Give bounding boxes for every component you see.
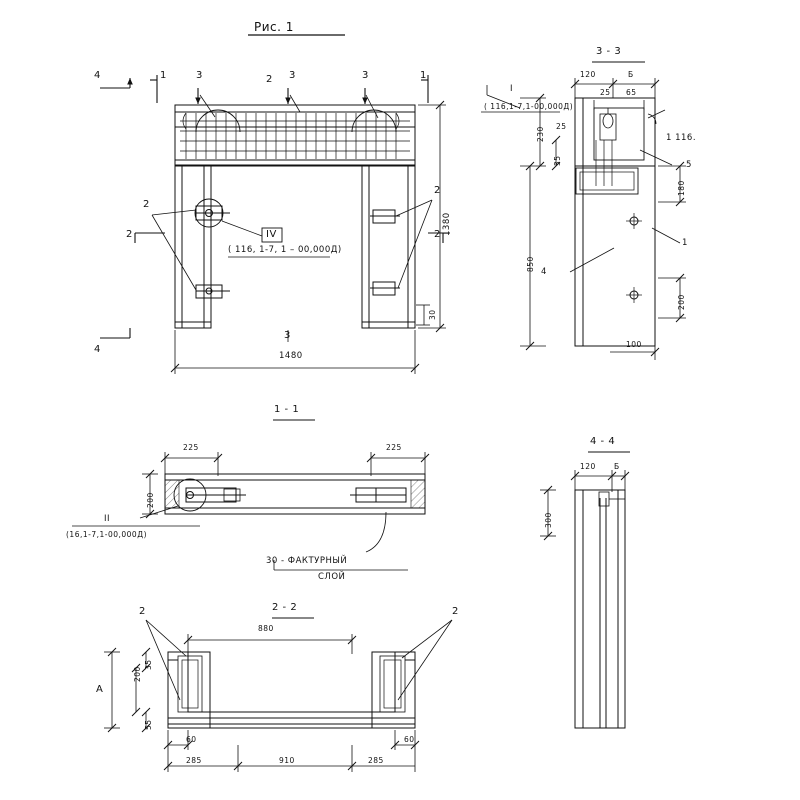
sec33-dim-65: 65 <box>626 88 637 97</box>
callout-I-sec33: I <box>510 84 514 94</box>
sec33-dim-25: 25 <box>600 88 611 97</box>
section-mark-2-left-lower: 2 <box>126 229 133 240</box>
mark-4-sec33: 4 <box>541 267 547 277</box>
sec11-dim-225-right: 225 <box>386 443 402 452</box>
callout-ref-main: ( 116, 1-7, 1 – 00,000Д) <box>228 245 342 255</box>
figure-title: Рис. 1 <box>254 20 294 34</box>
sec22-dim-60-right: 60 <box>404 735 415 744</box>
dim-main-width: 1480 <box>279 351 303 361</box>
sec33-dim-35: 35 <box>553 155 562 166</box>
sec22-dim-880: 880 <box>258 624 274 633</box>
sec22-dim-60-left: 60 <box>186 735 197 744</box>
section-1-1 <box>72 420 429 570</box>
dim-main-30: 30 <box>428 309 437 320</box>
sec22-dim-285-left: 285 <box>186 756 202 765</box>
sec33-dim-120: 120 <box>580 70 596 79</box>
section-mark-3-bottom: 3 <box>284 330 291 341</box>
sec44-dim-b: Б <box>614 462 620 471</box>
section-marks-main <box>100 75 450 338</box>
section-mark-2-right-upper: 2 <box>434 185 441 196</box>
mark-5: 5 <box>686 160 692 170</box>
section-2-2-title: 2 - 2 <box>272 602 298 613</box>
callout-ref-sec33: ( 116,1-7,1-00,000Д) <box>484 102 574 111</box>
sec33-dim-180: 180 <box>677 180 686 196</box>
embedded-parts-right <box>370 210 400 295</box>
section-4-4 <box>540 452 630 728</box>
section-mark-2-right-lower: 2 <box>434 229 441 240</box>
note-facade-layer-2: СЛОЙ <box>318 572 346 582</box>
section-mark-1-top-left: 1 <box>160 70 167 81</box>
top-beam-reinforcement <box>180 113 410 159</box>
callout-ref-sec11: (16,1-7,1-00,000Д) <box>66 530 147 539</box>
sec33-dim-200: 200 <box>677 294 686 310</box>
sec22-dim-200: 200 <box>133 666 142 682</box>
sec44-dim-300: 300 <box>544 512 553 528</box>
note-facade-layer-1: 30 - ФАКТУРНЫЙ <box>266 556 348 566</box>
callout-II: II <box>104 514 111 524</box>
sec33-dim-100: 100 <box>626 340 642 349</box>
section-mark-4-top: 4 <box>94 70 101 81</box>
section-mark-4-bottom: 4 <box>94 344 101 355</box>
sec33-dim-850: 850 <box>526 256 535 272</box>
section-4-4-title: 4 - 4 <box>590 436 616 447</box>
callout-IV: IV <box>266 229 277 240</box>
section-mark-3-b: 3 <box>289 70 296 81</box>
sec22-letter-A: A <box>96 684 104 695</box>
section-mark-2-top: 2 <box>266 74 273 85</box>
sec11-dim-200: 200 <box>146 492 155 508</box>
mark-1116: 1 116. <box>666 133 697 143</box>
sec33-dim-25b: 25 <box>556 122 567 131</box>
sec22-dim-910: 910 <box>279 756 295 765</box>
dim-main-height: 1380 <box>442 212 452 236</box>
sec22-mark-2-right: 2 <box>452 606 459 617</box>
sec22-mark-2-left: 2 <box>139 606 146 617</box>
section-3-3-title: 3 - 3 <box>596 46 622 57</box>
section-1-1-title: 1 - 1 <box>274 404 300 415</box>
mark-1-sec33: 1 <box>682 238 688 248</box>
section-2-2 <box>104 618 452 772</box>
section-mark-1-top-right: 1 <box>420 70 427 81</box>
section-mark-3-a: 3 <box>196 70 203 81</box>
embedded-parts-left <box>196 206 230 298</box>
sec44-dim-120: 120 <box>580 462 596 471</box>
main-dimensions <box>171 101 446 374</box>
sec22-dim-285-right: 285 <box>368 756 384 765</box>
sec11-dim-225-left: 225 <box>183 443 199 452</box>
sec33-dim-b: Б <box>628 70 634 79</box>
sec22-dim-35: 35 <box>144 659 153 670</box>
sec33-dim-230: 230 <box>536 126 545 142</box>
sec22-dim-55: 55 <box>144 719 153 730</box>
section-mark-2-left-upper: 2 <box>143 199 150 210</box>
section-mark-3-c: 3 <box>362 70 369 81</box>
